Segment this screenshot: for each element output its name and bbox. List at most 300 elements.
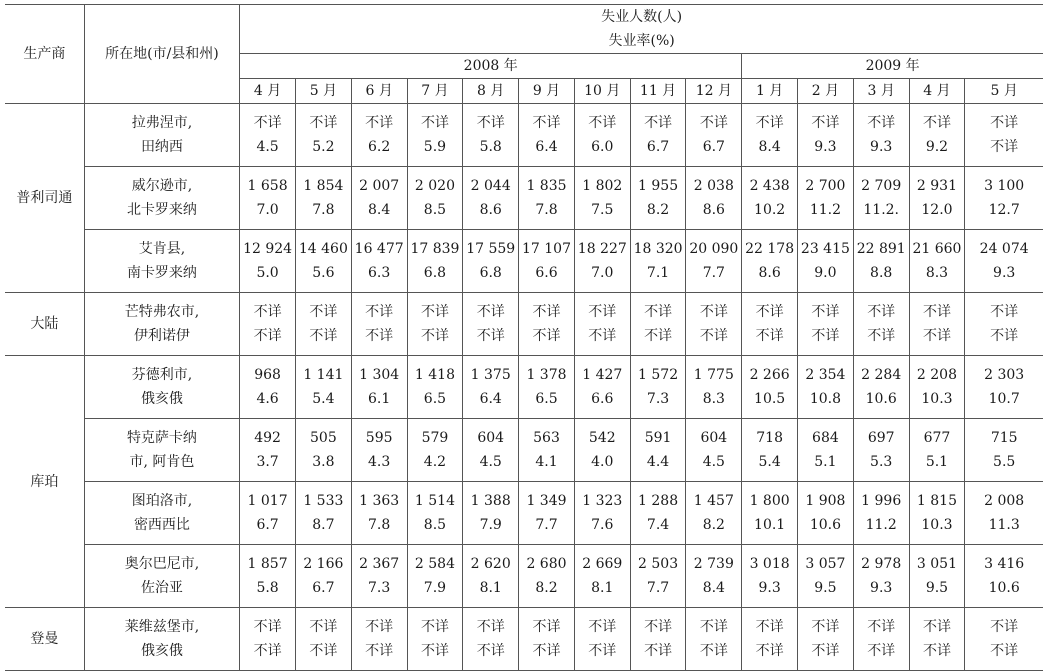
unemployment-rate: 6.4 <box>535 139 558 155</box>
unemployed-count: 2 367 <box>359 556 400 572</box>
location-cell <box>84 167 240 230</box>
unemployed-count: 595 <box>365 430 393 446</box>
unemployed-count: 不详 <box>922 115 951 131</box>
value-cell <box>798 482 854 545</box>
unemployment-rate: 6.1 <box>368 391 391 407</box>
header-month: 2 月 <box>798 79 854 104</box>
unemployment-rate: 5.4 <box>758 454 781 470</box>
unemployed-count: 1 908 <box>805 493 846 509</box>
value-cell <box>240 293 296 356</box>
unemployment-rate: 5.0 <box>256 265 279 281</box>
value-cell <box>295 230 351 293</box>
unemployment-rate: 8.6 <box>758 265 781 281</box>
value-cell <box>630 293 686 356</box>
unemployment-rate: 4.5 <box>256 139 279 155</box>
value-cell <box>574 356 630 419</box>
value-cell <box>351 482 407 545</box>
unemployment-rate: 不详 <box>755 643 784 659</box>
value-cell <box>519 608 575 671</box>
unemployed-count: 不详 <box>420 619 449 635</box>
header-month: 7 月 <box>407 79 463 104</box>
value-cell <box>351 230 407 293</box>
header-month: 3 月 <box>853 79 909 104</box>
unemployed-count: 2 739 <box>693 556 734 572</box>
unemployment-rate: 不详 <box>922 328 951 344</box>
unemployment-rate: 不详 <box>476 328 505 344</box>
value-cell <box>965 608 1043 671</box>
value-cell <box>407 356 463 419</box>
unemployed-count: 492 <box>254 430 281 446</box>
unemployed-count: 不详 <box>532 304 561 320</box>
unemployed-count: 2 669 <box>582 556 623 572</box>
header-month: 11 月 <box>630 79 686 104</box>
unemployment-rate: 8.3 <box>925 265 949 281</box>
value-cell <box>798 230 854 293</box>
unemployment-rate: 不详 <box>476 643 505 659</box>
value-cell <box>630 230 686 293</box>
value-cell <box>853 419 909 482</box>
unemployment-rate: 8.5 <box>423 517 447 533</box>
unemployed-count: 不详 <box>253 619 282 635</box>
unemployment-rate: 不详 <box>867 328 896 344</box>
header-month: 6 月 <box>351 79 407 104</box>
unemployed-count: 不详 <box>420 115 449 131</box>
value-cell <box>909 356 965 419</box>
value-cell <box>686 608 742 671</box>
unemployment-rate: 12.7 <box>988 202 1020 218</box>
value-cell <box>630 104 686 167</box>
value-cell <box>295 167 351 230</box>
unemployed-count: 不详 <box>755 619 784 635</box>
unemployed-count: 20 090 <box>689 241 739 257</box>
value-cell <box>574 104 630 167</box>
unemployed-count: 不详 <box>644 115 673 131</box>
value-cell <box>295 608 351 671</box>
unemployed-count: 3 018 <box>749 556 790 572</box>
value-cell <box>407 608 463 671</box>
unemployed-count: 2 680 <box>526 556 567 572</box>
header-producer: 生产商 <box>5 5 84 104</box>
location-cell <box>84 482 240 545</box>
unemployed-count: 1 800 <box>749 493 790 509</box>
unemployed-count: 1 857 <box>247 556 288 572</box>
value-cell <box>351 608 407 671</box>
unemployed-count: 1 418 <box>414 367 455 383</box>
value-cell <box>351 356 407 419</box>
value-cell <box>965 230 1043 293</box>
unemployed-count: 1 835 <box>526 178 567 194</box>
location-cell <box>84 419 240 482</box>
location-cell <box>84 230 240 293</box>
location-line: 南卡罗来纳 <box>126 265 197 281</box>
location-line: 芬德利市, <box>131 367 193 383</box>
value-cell <box>574 608 630 671</box>
unemployed-count: 不详 <box>990 304 1019 320</box>
unemployment-rate: 不详 <box>588 328 617 344</box>
value-cell <box>965 104 1043 167</box>
unemployment-rate: 6.6 <box>535 265 558 281</box>
unemployed-count: 542 <box>588 430 616 446</box>
producer-cell: 大陆 <box>5 293 84 356</box>
unemployment-rate: 9.3 <box>870 580 893 596</box>
unemployment-rate: 不详 <box>365 328 394 344</box>
unemployed-count: 579 <box>421 430 449 446</box>
value-cell <box>909 608 965 671</box>
unemployed-count: 不详 <box>309 619 338 635</box>
value-cell <box>463 104 519 167</box>
location-line: 俄亥俄 <box>140 643 183 659</box>
value-cell <box>686 167 742 230</box>
unemployment-rate: 4.4 <box>646 454 670 470</box>
unemployed-count: 1 658 <box>247 178 288 194</box>
unemployment-rate: 9.3 <box>758 580 781 596</box>
unemployment-rate: 不详 <box>811 643 840 659</box>
value-cell <box>240 167 296 230</box>
header-metric <box>240 5 1043 54</box>
unemployed-count: 不详 <box>253 304 282 320</box>
unemployment-rate: 3.8 <box>312 454 335 470</box>
unemployed-count: 不详 <box>990 619 1019 635</box>
unemployed-count: 604 <box>477 430 505 446</box>
unemployment-rate: 10.7 <box>988 391 1020 407</box>
unemployment-rate: 不详 <box>420 643 449 659</box>
unemployed-count: 不详 <box>588 115 617 131</box>
value-cell <box>407 230 463 293</box>
unemployment-rate: 5.9 <box>423 139 447 155</box>
unemployed-count: 23 415 <box>800 241 850 257</box>
unemployed-count: 不详 <box>811 304 840 320</box>
unemployed-count: 563 <box>533 430 560 446</box>
unemployment-rate: 4.1 <box>535 454 558 470</box>
unemployed-count: 2 438 <box>749 178 790 194</box>
unemployment-rate: 6.5 <box>423 391 447 407</box>
value-cell <box>574 230 630 293</box>
unemployment-rate: 8.3 <box>702 391 725 407</box>
unemployed-count: 不详 <box>699 115 728 131</box>
value-cell <box>965 167 1043 230</box>
unemployed-count: 2 020 <box>414 178 455 194</box>
unemployment-rate: 6.7 <box>256 517 279 533</box>
unemployment-rate: 6.7 <box>702 139 725 155</box>
unemployment-rate: 9.5 <box>814 580 837 596</box>
unemployed-count: 1 378 <box>526 367 567 383</box>
unemployment-rate: 6.8 <box>423 265 447 281</box>
unemployment-rate: 5.1 <box>925 454 949 470</box>
location-line: 北卡罗来纳 <box>126 202 197 218</box>
header-month: 5 月 <box>965 79 1043 104</box>
value-cell <box>295 482 351 545</box>
unemployment-rate: 5.8 <box>479 139 502 155</box>
location-cell <box>84 356 240 419</box>
value-cell <box>909 104 965 167</box>
unemployment-rate: 不详 <box>644 328 673 344</box>
unemployment-rate: 10.5 <box>754 391 786 407</box>
location-line: 密西西比 <box>133 517 190 533</box>
unemployed-count: 2 620 <box>470 556 511 572</box>
unemployed-count: 3 051 <box>916 556 958 572</box>
unemployment-rate: 4.0 <box>591 454 614 470</box>
location-line: 莱维兹堡市, <box>124 619 200 635</box>
value-cell <box>574 293 630 356</box>
header-month: 10 月 <box>574 79 630 104</box>
value-cell <box>798 419 854 482</box>
unemployed-count: 不详 <box>309 115 338 131</box>
unemployed-count: 968 <box>254 367 281 383</box>
value-cell <box>965 293 1043 356</box>
unemployment-rate: 6.6 <box>591 391 614 407</box>
value-cell <box>463 608 519 671</box>
unemployment-rate: 不详 <box>532 328 561 344</box>
unemployed-count: 1 457 <box>693 493 734 509</box>
unemployed-count: 不详 <box>699 304 728 320</box>
unemployed-count: 17 107 <box>522 241 571 257</box>
unemployed-count: 604 <box>700 430 728 446</box>
unemployment-rate: 8.1 <box>479 580 502 596</box>
unemployment-rate: 8.6 <box>702 202 725 218</box>
unemployment-rate: 6.3 <box>368 265 391 281</box>
location-line: 俄亥俄 <box>140 391 183 407</box>
unemployment-rate: 3.7 <box>256 454 279 470</box>
unemployment-rate: 不详 <box>588 643 617 659</box>
unemployed-count: 1 572 <box>638 367 679 383</box>
unemployment-rate: 5.8 <box>256 580 279 596</box>
value-cell <box>742 356 798 419</box>
unemployed-count: 2 208 <box>916 367 958 383</box>
value-cell <box>463 167 519 230</box>
table-row <box>5 482 1043 545</box>
unemployed-count: 1 815 <box>916 493 958 509</box>
unemployment-rate: 7.0 <box>591 265 614 281</box>
location-cell <box>84 293 240 356</box>
unemployed-count: 不详 <box>476 619 505 635</box>
unemployed-count: 22 891 <box>856 241 906 257</box>
value-cell <box>630 167 686 230</box>
unemployment-rate: 不详 <box>644 643 673 659</box>
header-month: 5 月 <box>295 79 351 104</box>
unemployment-rate: 8.2 <box>646 202 670 218</box>
value-cell <box>463 230 519 293</box>
unemployed-count: 不详 <box>588 619 617 635</box>
unemployed-count: 1 363 <box>359 493 400 509</box>
unemployed-count: 1 854 <box>303 178 344 194</box>
unemployment-rate: 4.2 <box>423 454 447 470</box>
producer-cell: 库珀 <box>5 356 84 608</box>
value-cell <box>574 419 630 482</box>
unemployed-count: 17 559 <box>466 241 516 257</box>
unemployment-rate: 7.7 <box>646 580 670 596</box>
value-cell <box>351 104 407 167</box>
value-cell <box>240 230 296 293</box>
value-cell <box>742 482 798 545</box>
unemployed-count: 1 288 <box>638 493 679 509</box>
unemployed-count: 不详 <box>867 115 896 131</box>
unemployment-rate: 不详 <box>811 328 840 344</box>
unemployment-rate: 不详 <box>309 643 338 659</box>
value-cell <box>853 230 909 293</box>
unemployment-rate: 不详 <box>420 328 449 344</box>
location-line: 奥尔巴尼市, <box>124 556 200 572</box>
unemployed-count: 1 304 <box>359 367 400 383</box>
table-row <box>5 167 1043 230</box>
unemployed-count: 2 503 <box>638 556 679 572</box>
unemployment-rate: 10.6 <box>865 391 897 407</box>
unemployed-count: 2 931 <box>916 178 958 194</box>
value-cell <box>686 482 742 545</box>
header-metric-count: 失业人数(人) <box>601 9 683 25</box>
header-month: 1 月 <box>742 79 798 104</box>
location-line: 芒特弗农市, <box>124 304 200 320</box>
value-cell <box>630 545 686 608</box>
unemployment-rate: 5.6 <box>312 265 335 281</box>
location-cell <box>84 545 240 608</box>
value-cell <box>630 482 686 545</box>
unemployment-rate: 不详 <box>990 643 1019 659</box>
value-cell <box>742 293 798 356</box>
unemployment-rate: 7.7 <box>702 265 725 281</box>
value-cell <box>463 356 519 419</box>
value-cell <box>519 419 575 482</box>
unemployment-rate: 7.3 <box>368 580 391 596</box>
unemployed-count: 2 266 <box>749 367 790 383</box>
unemployment-rate: 6.2 <box>368 139 391 155</box>
unemployment-rate: 6.7 <box>646 139 670 155</box>
unemployed-count: 不详 <box>867 304 896 320</box>
unemployment-rate: 不详 <box>867 643 896 659</box>
unemployed-count: 不详 <box>755 115 784 131</box>
value-cell <box>742 167 798 230</box>
unemployed-count: 2 709 <box>861 178 902 194</box>
value-cell <box>574 167 630 230</box>
value-cell <box>351 545 407 608</box>
value-cell <box>798 608 854 671</box>
value-cell <box>686 419 742 482</box>
unemployment-rate: 7.1 <box>646 265 670 281</box>
unemployment-rate: 7.6 <box>591 517 614 533</box>
unemployed-count: 不详 <box>365 115 394 131</box>
unemployment-table <box>5 4 1043 671</box>
header-year-2009: 2009 年 <box>742 54 1043 79</box>
table-row <box>5 230 1043 293</box>
location-cell <box>84 608 240 671</box>
location-line: 市, 阿肯色 <box>129 454 195 470</box>
header-year-2008: 2008 年 <box>240 54 742 79</box>
unemployment-rate: 7.8 <box>312 202 335 218</box>
value-cell <box>407 167 463 230</box>
unemployed-count: 2 978 <box>861 556 902 572</box>
unemployment-rate: 不详 <box>365 643 394 659</box>
unemployed-count: 不详 <box>922 304 951 320</box>
unemployment-rate: 6.4 <box>479 391 502 407</box>
value-cell <box>519 104 575 167</box>
unemployed-count: 16 477 <box>354 241 404 257</box>
value-cell <box>519 482 575 545</box>
value-cell <box>463 482 519 545</box>
unemployed-count: 不详 <box>867 619 896 635</box>
unemployment-rate: 不详 <box>532 643 561 659</box>
unemployment-rate: 7.8 <box>368 517 391 533</box>
unemployment-rate: 8.4 <box>758 139 781 155</box>
unemployed-count: 不详 <box>811 115 840 131</box>
unemployment-rate: 不详 <box>922 643 951 659</box>
unemployed-count: 1 017 <box>247 493 288 509</box>
value-cell <box>463 545 519 608</box>
unemployment-rate: 10.2 <box>754 202 786 218</box>
unemployed-count: 不详 <box>532 115 561 131</box>
unemployment-rate: 8.7 <box>312 517 335 533</box>
unemployed-count: 3 057 <box>805 556 846 572</box>
value-cell <box>240 104 296 167</box>
unemployment-rate: 11.2 <box>809 202 841 218</box>
unemployed-count: 不详 <box>420 304 449 320</box>
value-cell <box>351 167 407 230</box>
value-cell <box>965 482 1043 545</box>
value-cell <box>853 293 909 356</box>
unemployed-count: 2 584 <box>414 556 455 572</box>
unemployed-count: 不详 <box>588 304 617 320</box>
unemployment-rate: 不详 <box>755 328 784 344</box>
value-cell <box>463 419 519 482</box>
producer-cell: 登曼 <box>5 608 84 671</box>
value-cell <box>909 482 965 545</box>
unemployment-rate: 7.3 <box>646 391 670 407</box>
unemployment-rate: 6.7 <box>312 580 335 596</box>
value-cell <box>519 167 575 230</box>
unemployed-count: 12 924 <box>243 241 293 257</box>
unemployed-count: 2 166 <box>303 556 344 572</box>
unemployment-rate: 11.3 <box>988 517 1020 533</box>
table-row <box>5 293 1043 356</box>
unemployed-count: 不详 <box>476 115 505 131</box>
unemployment-rate: 不详 <box>699 328 728 344</box>
unemployed-count: 不详 <box>365 619 394 635</box>
value-cell <box>240 608 296 671</box>
unemployment-rate: 7.7 <box>535 517 558 533</box>
unemployed-count: 718 <box>756 430 783 446</box>
unemployed-count: 684 <box>812 430 839 446</box>
value-cell <box>853 167 909 230</box>
unemployment-rate: 8.2 <box>702 517 725 533</box>
value-cell <box>295 356 351 419</box>
unemployment-rate: 10.1 <box>754 517 786 533</box>
value-cell <box>798 356 854 419</box>
unemployed-count: 2 007 <box>359 178 400 194</box>
unemployed-count: 2 284 <box>861 367 902 383</box>
unemployed-count: 不详 <box>811 619 840 635</box>
value-cell <box>909 167 965 230</box>
unemployed-count: 2 038 <box>693 178 734 194</box>
value-cell <box>686 104 742 167</box>
unemployment-rate: 5.5 <box>993 454 1016 470</box>
value-cell <box>630 419 686 482</box>
value-cell <box>519 293 575 356</box>
value-cell <box>909 419 965 482</box>
unemployment-rate: 9.0 <box>814 265 837 281</box>
value-cell <box>853 608 909 671</box>
value-cell <box>574 545 630 608</box>
value-cell <box>686 545 742 608</box>
header-month: 12 月 <box>686 79 742 104</box>
location-line: 田纳西 <box>140 139 183 155</box>
unemployment-rate: 9.3 <box>870 139 893 155</box>
value-cell <box>519 356 575 419</box>
value-cell <box>686 356 742 419</box>
unemployed-count: 不详 <box>990 115 1019 131</box>
value-cell <box>853 545 909 608</box>
unemployed-count: 697 <box>867 430 895 446</box>
unemployed-count: 不详 <box>644 619 673 635</box>
header-location: 所在地(市/县和州) <box>84 5 240 104</box>
unemployed-count: 2 044 <box>470 178 511 194</box>
